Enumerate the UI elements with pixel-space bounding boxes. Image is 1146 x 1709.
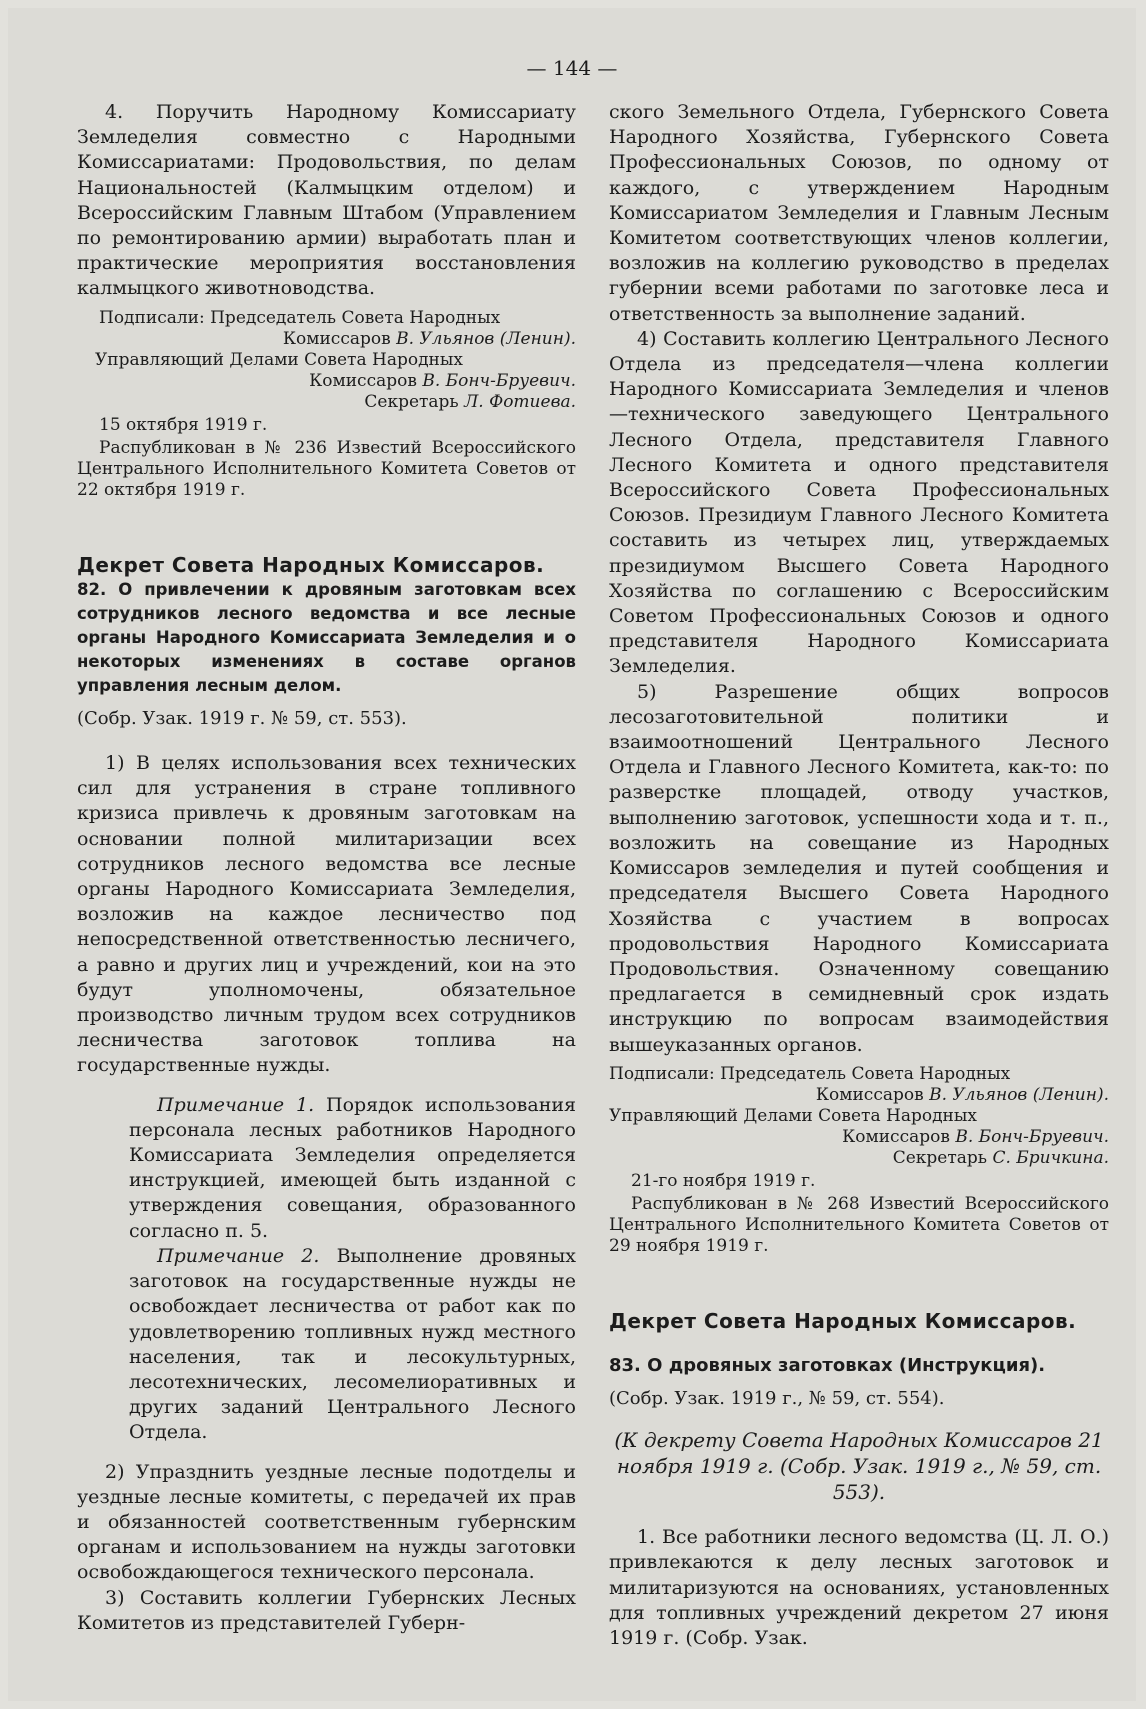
- paragraph-2: 2) Упразднить уездные лесные подотделы и уездные лесные комитеты, с передачей их прав и обязанностей соответственным губернским органам и использованием на нужды заготовки освобождающегося технического персонала.: [77, 1460, 576, 1584]
- decree-date: 15 октября 1919 г.: [99, 414, 268, 435]
- signature-line: Комиссаров В. Ульянов (Ленин).: [282, 328, 576, 349]
- document-page: [8, 8, 1136, 1701]
- decree-date: 21-го ноября 1919 г.: [631, 1170, 816, 1191]
- signature-line: Секретарь С. Бричкина.: [892, 1147, 1109, 1168]
- signatory-name: Л. Фотиева.: [464, 391, 576, 412]
- note-2: Примечание 2. Выполнение дровяных заготовок на государственные нужды не освобождает лесничества от работ как по удовлетворению топливных нужд местного населения, так и лесокультурных, лесотехнических, лесомелиоративных и других заданий Центрального Лесного Отдела.: [129, 1244, 576, 1444]
- decree-title-82: 82. О привлечении к дровяным заготовкам всех сотрудников лесного ведомства и все лесные органы Народного Комиссариата Земледелия и о некоторых изменениях в составе органов управления лесным делом.: [77, 579, 576, 695]
- decree-title-83: 83. О дровяных заготовках (Инструкция).: [609, 1354, 1046, 1376]
- signatory-name: С. Бричкина.: [992, 1147, 1109, 1168]
- publication-note: Распубликован в № 268 Известий Всероссийского Центрального Исполнительного Комитета Советов от 29 ноября 1919 г.: [609, 1193, 1109, 1256]
- left-column: [77, 100, 576, 1636]
- signatures-block: [609, 1064, 1109, 1257]
- signature-line: Секретарь Л. Фотиева.: [364, 391, 576, 412]
- signatory-name: В. Ульянов (Ленин).: [929, 1084, 1109, 1105]
- notes-block: [77, 1093, 576, 1446]
- paragraph-3: 3) Составить коллегии Губернских Лесных Комитетов из представителей Губерн-: [77, 1586, 576, 1634]
- page-number: — 144 —: [526, 56, 618, 80]
- decree-heading: Декрет Совета Народных Комиссаров.: [609, 1308, 1077, 1333]
- right-column: [609, 100, 1109, 1651]
- source-reference: (Собр. Узак. 1919 г., № 59, ст. 554).: [609, 1387, 945, 1409]
- paragraph-3-continued: ского Земельного Отдела, Губернского Совета Народного Хозяйства, Губернского Совета Профессиональных Союзов, по одному от каждого, с утверждением Народным Комиссариатом Земледелия и Главным Лесным Комитетом соответствующих членов коллегии, возложив на коллегию руководство в пределах губернии всеми работами по заготовке леса и ответственность за выполнение заданий.: [609, 101, 1109, 325]
- signature-line: Подписали: Председатель Совета Народных: [609, 1063, 1011, 1084]
- paragraph-4: 4. Поручить Народному Комиссариату Земледелия совместно с Народными Комиссариатами: Продовольствия, по делам Национальностей (Калмыцким отделом) и Всероссийским Главным Штабом (Управлением по ремонтированию армии) выработать план и практические мероприятия восстановления калмыцкого животноводства.: [77, 101, 576, 300]
- publication-note: Распубликован в № 236 Известий Всероссийского Центрального Исполнительного Комитета Советов от 22 октября 1919 г.: [77, 437, 576, 500]
- signature-line: Управляющий Делами Совета Народных: [95, 349, 463, 370]
- signature-line: Подписали: Председатель Совета Народных: [99, 307, 501, 328]
- signature-line: Комиссаров В. Бонч-Бруевич.: [309, 370, 576, 391]
- decree-heading: Декрет Совета Народных Комиссаров.: [77, 552, 545, 577]
- signatures-block: [77, 308, 576, 501]
- signatory-name: В. Бонч-Бруевич.: [422, 370, 576, 391]
- signatory-name: В. Бонч-Бруевич.: [955, 1126, 1109, 1147]
- signature-line: Управляющий Делами Совета Народных: [609, 1105, 977, 1126]
- paragraph-5: 5) Разрешение общих вопросов лесозаготовительной политики и взаимоотношений Центрального Лесного Отдела и Главного Лесного Комитета, как-то: по разверстке площадей, отводу участков, выполнению заготовок, успешности хода и т. п., возложить на совещание из Народных Комиссаров земледелия и путей сообщения и председателя Высшего Совета Народного Хозяйства с участием в вопросах продовольствия Народного Комиссариата Продовольствия. Означенному совещанию предлагается в семидневный срок издать инструкцию по вопросам взаимодействия вышеуказанных органов.: [609, 680, 1109, 1056]
- signature-line: Комиссаров В. Бонч-Бруевич.: [842, 1126, 1109, 1147]
- signature-line: Комиссаров В. Ульянов (Ленин).: [815, 1084, 1109, 1105]
- paragraph-1: 1. Все работники лесного ведомства (Ц. Л. О.) привлекаются к делу лесных заготовок и милитаризуются на основаниях, установленных для топливных учреждений декретом 27 июня 1919 г. (Собр. Узак.: [609, 1526, 1109, 1649]
- source-reference: (Собр. Узак. 1919 г. № 59, ст. 553).: [77, 707, 407, 729]
- paragraph-4: 4) Составить коллегию Центрального Лесного Отдела из председателя—члена коллегии Народного Комиссариата Земледелия и членов—технического заведующего Центрального Лесного Отдела, представителя Главного Лесного Комитета и одного представителя Всероссийского Совета Профессиональных Союзов. Президиум Главного Лесного Комитета составить из четырех лиц, утверждаемых президиумом Высшего Совета Народного Хозяйства по соглашению с Всероссийским Советом Профессиональных Союзов и одного представителя Народного Комиссариата Земледелия.: [609, 327, 1109, 678]
- note-1: Примечание 1. Порядок использования персонала лесных работников Народного Комиссариата Земледелия определяется инструкцией, имеющей быть изданной с утверждения совещания, образованного согласно п. 5.: [129, 1093, 577, 1242]
- paragraph-1: 1) В целях использования всех технических сил для устранения в стране топливного кризиса привлечь к дровяным заготовкам на основании полной милитаризации всех сотрудников лесного ведомства все лесные органы Народного Комиссариата Земледелия, возложив на каждое лесничество под непосредственной ответственностью лесничего, а равно и других лиц и учреждений, кои на это будут уполномочены, обязательное производство личным трудом всех сотрудников лесничества заготовок топлива на государственные нужды.: [77, 752, 576, 1077]
- signatory-name: В. Ульянов (Ленин).: [396, 328, 576, 349]
- decree-reference: (К декрету Совета Народных Комиссаров 21 ноября 1919 г. (Собр. Узак. 1919 г., № 59, ст. 553).: [614, 1428, 1104, 1505]
